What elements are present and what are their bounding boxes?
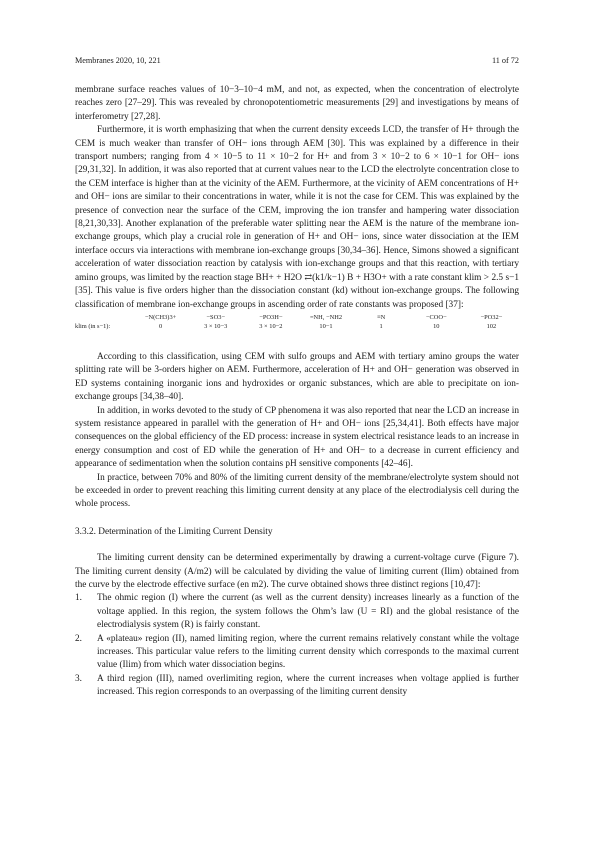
list-number: 2.: [75, 633, 82, 644]
list-item: [75, 673, 519, 700]
classification-table: [75, 313, 519, 331]
paragraph-4: In addition, in works devoted to the study of CP phenomena it was also reported that near the LCD an increase in system resistance appeared in parallel with the generation of H+ and OH− ions [25,34,41]. Both effects have major consequences on the global efficiency of the ED process: increase in system electrical resistance leads to an increase in energy consumption and cost of ED while the generation of H+ and OH− to a decrease in current efficiency and appearance of sedimentation when the solution contains pH sensitive components [42–46].: [75, 405, 519, 470]
list-item: [75, 633, 519, 673]
group-6: −COO−: [425, 313, 447, 321]
list-number: 1.: [75, 593, 82, 604]
rate-row-label: klim (in s−1):: [75, 322, 111, 330]
page-number: 11 of 72: [492, 56, 519, 65]
group-7: −PO32−: [480, 313, 503, 321]
group-3: −PO3H−: [259, 313, 283, 321]
list-text: The ohmic region (I) where the current (as well as the current density) increases linearly as a function of the voltage applied. In this region, the system follows the Ohm’s law (U = RI) and the global resistance of the electrodialysis system (R) is fairly constant.: [97, 593, 519, 631]
group-1: −N(CH3)3+: [144, 313, 177, 321]
group-4: =NH, −NH2: [309, 313, 343, 321]
article-body: [75, 84, 519, 700]
list-number: 3.: [75, 673, 82, 684]
rate-1: 0: [158, 322, 163, 330]
rate-7: 102: [486, 322, 497, 330]
paragraph-2: Furthermore, it is worth emphasizing that when the current density exceeds LCD, the transfer of H+ through the CEM is much weaker than transfer of OH− ions through AEM [30]. This was explained by a difference in their transport numbers; ranging from 4 × 10−5 to 11 × 10−2 for H+ and from 3 × 10−2 to 6 × 10−1 for OH− ions [29,31,32]. In addition, it was also reported that at current values near to the LCD the electrolyte concentration close to the CEM interface is higher than at the vicinity of the AEM. Furthermore, at the vicinity of AEM concentrations of H+ and OH− ions are similar to their concentrations in water, while it is not the case for CEM. This was explained by the presence of convection near the surface of the CEM, improving the ion transfer and hampering water dissociation [8,21,30,33]. Another explanation of the preferable water splitting near the AEM is the nature of the membrane ion-exchange groups, which play a crucial role in generation of H+ and OH− ions, since water dissociation at the IEM interface occurs via interactions with membrane ion-exchange groups [30,34–36]. Hence, Simons showed a significant acceleration of water dissociation reaction by catalysis with ion-exchange groups and that this reaction, with tertiary amino groups, was limited by the reaction stage BH+ + H2O ⇄(k1/k−1) B + H3O+ with a rate constant klim > 2.5 s−1 [35]. This value is five orders higher than the dissociation constant (kd) without ion-exchange groups. The following classification of membrane ion-exchange groups in ascending order of rate constants was proposed [37]:: [75, 125, 519, 310]
group-5: ≡N: [377, 313, 386, 321]
rate-2: 3 × 10−3: [204, 322, 228, 330]
paragraph-5: In practice, between 70% and 80% of the limiting current density of the membrane/electrolyte system should not be exceeded in order to prevent reaching this limiting current density at any place of the electrodialysis cell during the whole process.: [75, 472, 519, 510]
table-corner: [75, 313, 133, 322]
paragraph-3: According to this classification, using CEM with sulfo groups and AEM with tertiary amino groups the water splitting rate will be 3-orders higher on AEM. Furthermore, acceleration of H+ and OH− generation was observed in ED systems containing inorganic ions and hydroxides or organic substances, which are able to precipitate on ion-exchange groups [34,38–40].: [75, 351, 519, 403]
rate-6: 10: [433, 322, 440, 330]
list-text: A «plateau» region (II), named limiting region, where the current remains relatively constant while the voltage increases. This particular value refers to the limiting current density which corresponds to the maximal current value (Ilim) from which water dissociation begins.: [97, 633, 519, 671]
section-heading: 3.3.2. Determination of the Limiting Current Density: [75, 526, 273, 537]
list-item: [75, 592, 519, 632]
journal-citation: Membranes 2020, 10, 221: [75, 56, 161, 65]
rate-4: 10−1: [319, 322, 333, 330]
group-2: −SO3−: [206, 313, 225, 321]
rate-5: 1: [379, 322, 383, 330]
paragraph-6: The limiting current density can be determined experimentally by drawing a current-voltage curve (Figure 7). The limiting current density (A/m2) will be calculated by dividing the value of limiting current (Ilim) obtained from the curve by the electrode effective surface (en m2). The curve obtained shows three distinct regions [10,47]:: [75, 553, 519, 590]
spacer: [75, 331, 519, 351]
regions-list: [75, 592, 519, 699]
list-text: A third region (III), named overlimiting region, where the current increases when voltage applied is further increased. This region corresponds to an overpassing of the limiting current density: [97, 673, 519, 698]
rate-3: 3 × 10−2: [259, 322, 283, 330]
paragraph-1: membrane surface reaches values of 10−3–10−4 mM, and not, as expected, when the concentration of electrolyte reaches zero [27–29]. This was revealed by chronopotentiometric measurements [29] and investigations by means of interferometry [27,28].: [75, 85, 519, 122]
